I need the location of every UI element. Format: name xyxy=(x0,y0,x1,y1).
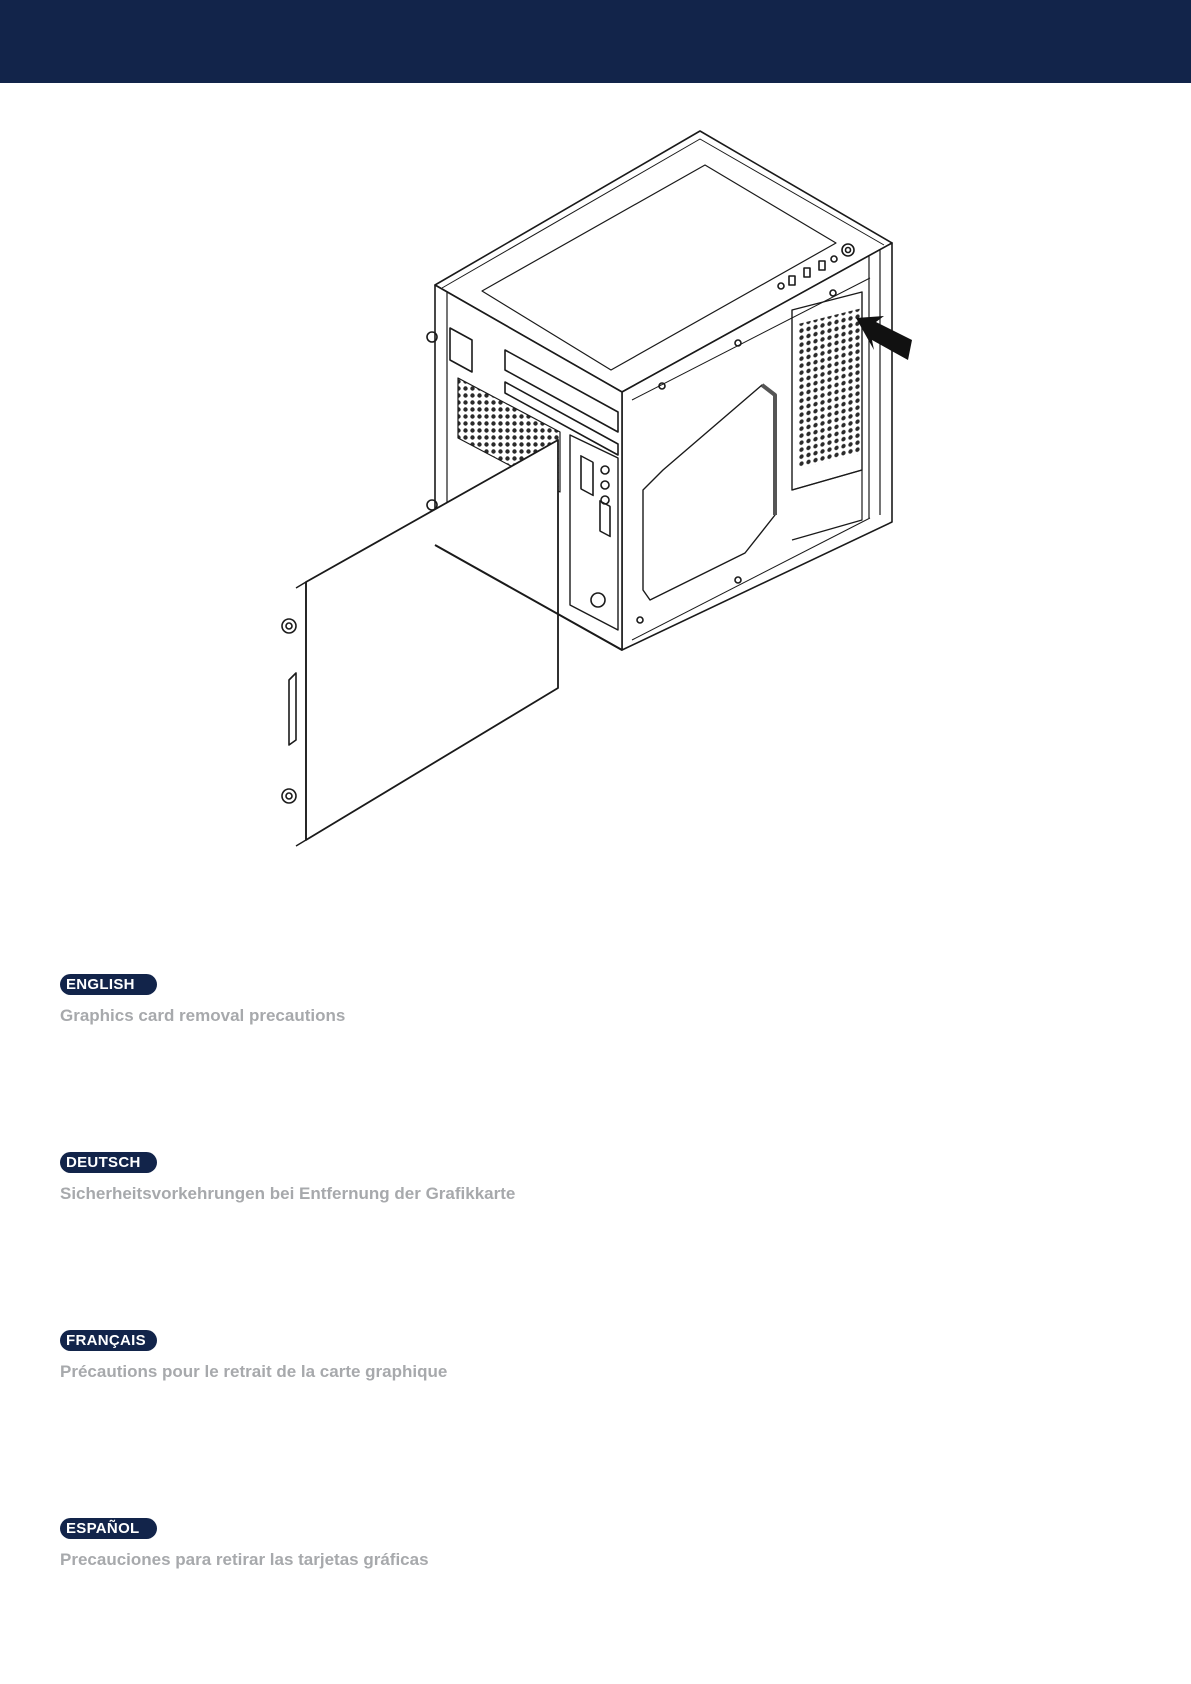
thumbscrew-top-icon xyxy=(282,619,296,633)
panel-handle xyxy=(289,673,296,745)
section-deutsch xyxy=(60,1152,515,1204)
language-badge-deutsch: DEUTSCH xyxy=(60,1152,157,1173)
section-title-deutsch: Sicherheitsvorkehrungen bei Entfernung der Grafikkarte xyxy=(60,1184,516,1203)
section-francais xyxy=(60,1330,447,1382)
section-english xyxy=(60,974,345,1026)
section-title-espanol: Precauciones para retirar las tarjetas gráficas xyxy=(60,1550,429,1569)
language-badge-english: ENGLISH xyxy=(60,974,157,995)
language-badge-espanol: ESPAÑOL xyxy=(60,1518,157,1539)
section-espanol xyxy=(60,1518,429,1570)
thumbscrew-bottom-icon xyxy=(282,789,296,803)
section-title-francais: Précautions pour le retrait de la carte graphique xyxy=(60,1362,448,1381)
language-badge-francais: FRANÇAIS xyxy=(60,1330,157,1351)
section-title-english: Graphics card removal precautions xyxy=(60,1006,346,1025)
